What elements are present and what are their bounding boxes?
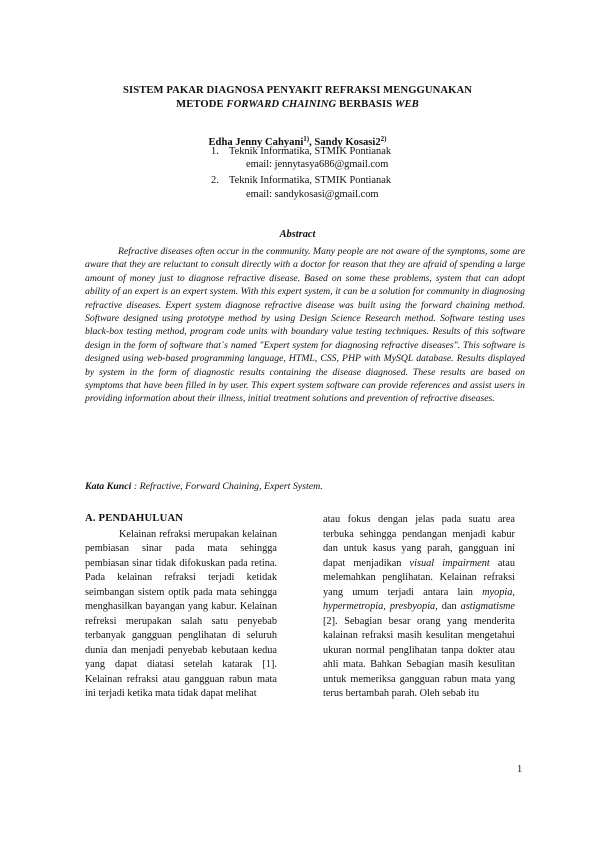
affiliation-number: 1. bbox=[211, 146, 219, 157]
title-line-2 bbox=[80, 98, 515, 112]
keywords bbox=[85, 480, 525, 493]
page-number: 1 bbox=[517, 764, 523, 775]
affiliation-institution: Teknik Informatika, STMIK Pontianak bbox=[229, 175, 392, 186]
affiliation-institution: Teknik Informatika, STMIK Pontianak bbox=[229, 146, 392, 157]
title-line-1: SISTEM PAKAR DIAGNOSA PENYAKIT REFRAKSI MENGGUNAKAN bbox=[123, 85, 472, 96]
keywords-label: Kata Kunci bbox=[85, 481, 132, 492]
abstract-heading: Abstract bbox=[279, 229, 316, 240]
text-run: [2]. Sebagian besar orang yang menderita kalainan refraksi masih kesulitan mengetahui ukuran normal penglihatan tanpa dokter atau ahli mata. Bahkan Sebagian masih kesulitan untuk memeriksa gangguan rabun mata yang terus bertambah parah. Oleh sebab itu bbox=[323, 615, 515, 699]
text-run: atau melemahkan penglihatan. Kelainan refraksi yang umum terjadi antara lain bbox=[323, 557, 515, 598]
text-run: dan bbox=[437, 601, 461, 612]
author-sup-1: 1) bbox=[303, 135, 310, 143]
section-paragraph-right bbox=[323, 513, 515, 702]
column-right bbox=[323, 513, 515, 702]
title-line-2-mid: BERBASIS bbox=[336, 99, 395, 110]
author-separator: , bbox=[309, 137, 315, 148]
keywords-text: : Refractive, Forward Chaining, Expert System. bbox=[131, 481, 323, 492]
affiliation-email: email: sandykosasi@gmail.com bbox=[246, 189, 379, 200]
author-sup-2: 2) bbox=[380, 135, 387, 143]
section-heading: A. PENDAHULUAN bbox=[85, 513, 184, 524]
italic-term: astigmatisme bbox=[460, 601, 515, 612]
title-line-2-italic: FORWARD CHAINING bbox=[226, 99, 337, 110]
affiliation-number: 2. bbox=[211, 175, 219, 186]
paper-title bbox=[80, 84, 515, 112]
abstract-body: Refractive diseases often occur in the community. Many people are not aware of the symptoms, some are aware that they are reluctant to consult directly with a doctor for reason that they are afraid of spending a large amount of money just to diagnose refractive disease. Based on some these problems, system that can adopt ability of an expert is an expert system. With this expert system, it can be a solution for community in diagnosing refractive diseases. Expert system diagnose refractive disease was built using the forward chaining method. Software designed using prototype method by using Design Science Research method. Software testing uses black-box testing method, program code units with boundary value testing techniques. Results of this software design in the form of software that`s named "Expert system for diagnosing refractive diseases". This software is designed using web-based programming language, HTML, CSS, PHP with MySQL database. Results displayed by system in the form of diagnostic results containing the disease diagnosed. These results are based on symptoms that have been filled in by user. This expert system software can provide references and assist users in providing information about their illness, initial treatment solutions and prevention of refractive diseases. bbox=[85, 246, 525, 405]
italic-term: visual impairment bbox=[409, 557, 490, 569]
author-name-2: Sandy Kosasi2 bbox=[314, 137, 381, 148]
column-left bbox=[85, 512, 277, 702]
section-paragraph-left: Kelainan refraksi merupakan kelainan pembiasan sinar pada mata sehingga pembiasan sinar tidak difokuskan pada retina. Pada kelainan refraksi terjadi ketidak seimbangan sistem optik pada mata sehingga menghasilkan bayangan yang kabur. Kelainan refreksi merupakan salah satu penyebab terbanyak gangguan penglihatan di seluruh dunia dan menjadi penyebab kebutaan kedua yang dapat diatasi setelah katarak [1]. Kelainan refraksi atau gangguan rabun mata ini terjadi ketika mata tidak dapat melihat bbox=[85, 528, 277, 699]
affiliation-email: email: jennytasya686@gmail.com bbox=[246, 159, 389, 170]
text-run: atau fokus dengan jelas pada suatu area terbuka sehingga pendangan menjadi kabur dan untuk kasus yang parah, gangguan ini dapat menjadikan bbox=[323, 514, 515, 569]
title-line-2-italic-2: WEB bbox=[394, 99, 419, 110]
author-name-1: Edha Jenny Cahyani bbox=[208, 137, 304, 148]
title-line-2-pre: METODE bbox=[176, 99, 227, 110]
italic-term: myopia, hypermetropia, bbox=[323, 586, 515, 612]
italic-term: presbyopia, bbox=[389, 601, 438, 612]
